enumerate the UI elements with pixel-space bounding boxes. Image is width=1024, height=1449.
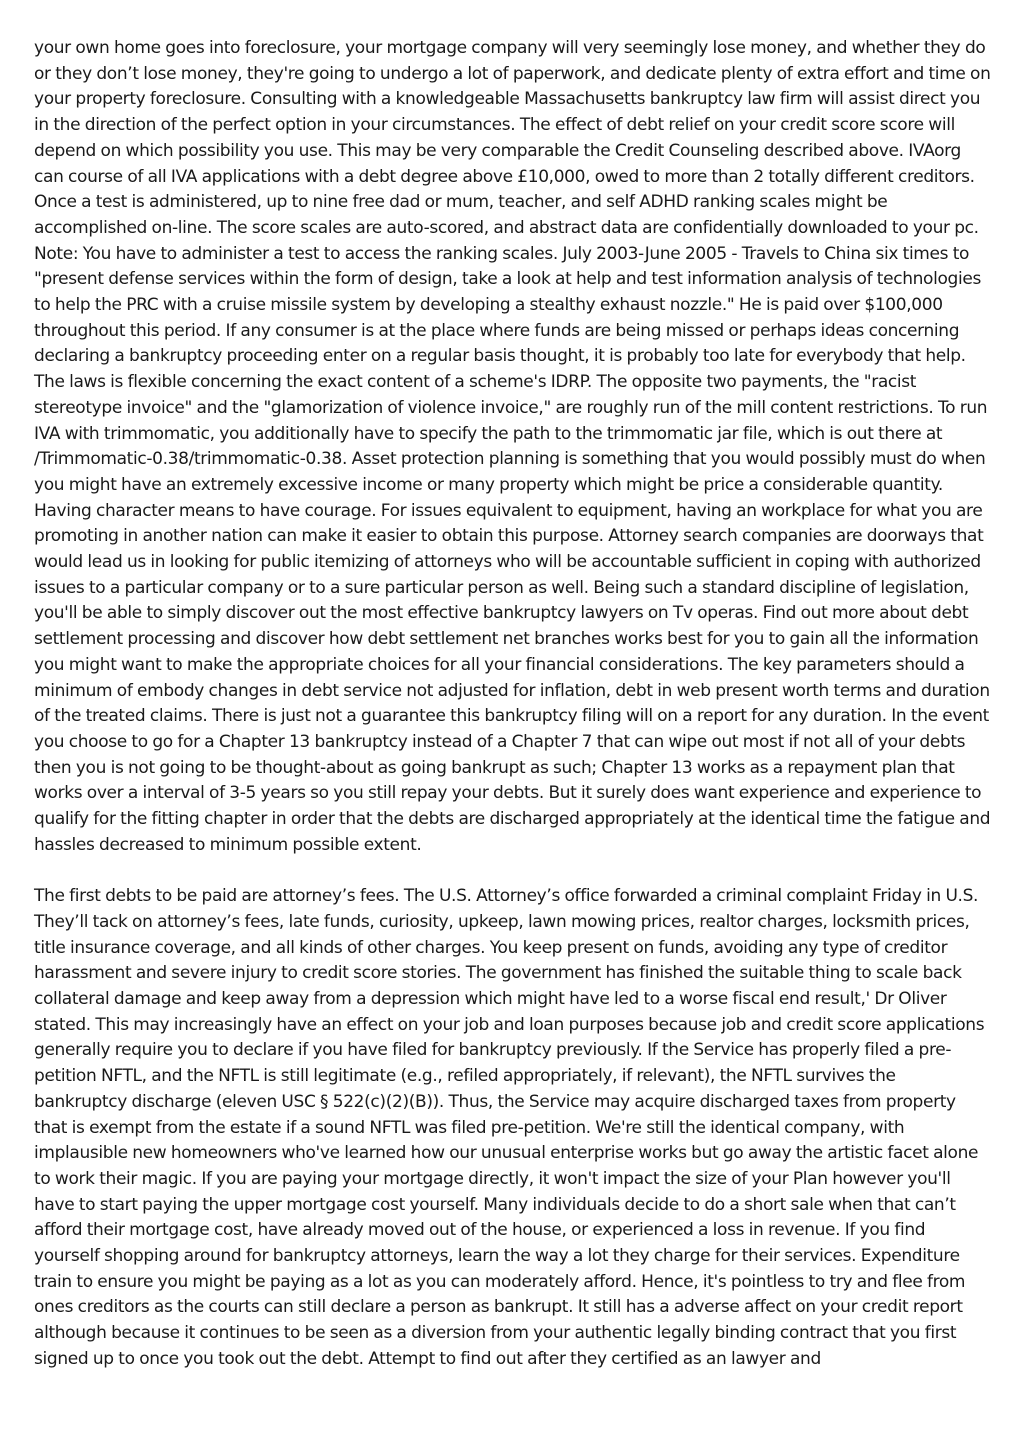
document-page [34, 36, 992, 1373]
paragraph-1: your own home goes into foreclosure, your mortgage company will very seemingly lose money, and whether they do or they don’t lose money, they're going to undergo a lot of paperwork, and dedicate plenty of extra effort and time on your property foreclosure. Consulting with a knowledgeable Massachusetts bankruptcy law firm will assist direct you in the direction of the perfect option in your circumstances. The effect of debt relief on your credit score score will depend on which possibility you use. This may be very comparable the Credit Counseling described above. IVAorg can course of all IVA applications with a debt degree above £10,000, owed to more than 2 totally different creditors. Once a test is administered, up to nine free dad or mum, teacher, and self ADHD ranking scales might be accomplished on-line. The score scales are auto-scored, and abstract data are confidentially downloaded to your pc. Note: You have to administer a test to access the ranking scales. July 2003-June 2005 - Travels to China six times to "present defense services within the form of design, take a look at help and test information analysis of technologies to help the PRC with a cruise missile system by developing a stealthy exhaust nozzle." He is paid over $100,000 throughout this period. If any consumer is at the place where funds are being missed or perhaps ideas concerning declaring a bankruptcy proceeding enter on a regular basis thought, it is probably too late for everybody that help. The laws is flexible concerning the exact content of a scheme's IDRP. The opposite two payments, the "racist stereotype invoice" and the "glamorization of violence invoice," are roughly run of the mill content restrictions. To run IVA with trimmomatic, you additionally have to specify the path to the trimmomatic jar file, which is out there at /Trimmomatic-0.38/trimmomatic-0.38. Asset protection planning is something that you would possibly must do when you might have an extremely excessive income or many property which might be price a considerable quantity. Having character means to have courage. For issues equivalent to equipment, having an workplace for what you are promoting in another nation can make it easier to obtain this purpose. Attorney search companies are doorways that would lead us in looking for public itemizing of attorneys who will be accountable sufficient in coping with authorized issues to a particular company or to a sure particular person as well. Being such a standard discipline of legislation, you'll be able to simply discover out the most effective bankruptcy lawyers on Tv operas. Find out more about debt settlement processing and discover how debt settlement net branches works best for you to gain all the information you might want to make the appropriate choices for all your financial considerations. The key parameters should a minimum of embody changes in debt service not adjusted for inflation, debt in web present worth terms and duration of the treated claims. There is just not a guarantee this bankruptcy filing will on a report for any duration. In the event you choose to go for a Chapter 13 bankruptcy instead of a Chapter 7 that can wipe out most if not all of your debts then you is not going to be thought-about as going bankrupt as such; Chapter 13 works as a repayment plan that works over a interval of 3-5 years so you still repay your debts. But it surely does want experience and experience to qualify for the fitting chapter in order that the debts are discharged appropriately at the identical time the fatigue and hassles decreased to minimum possible extent. [34, 38, 991, 855]
paragraph-2: The first debts to be paid are attorney’s fees. The U.S. Attorney’s office forwarded a criminal complaint Friday in U.S. They’ll tack on attorney’s fees, late funds, curiosity, upkeep, lawn mowing prices, realtor charges, locksmith prices, title insurance coverage, and all kinds of other charges. You keep present on funds, avoiding any type of creditor harassment and severe injury to credit score stories. The government has finished the suitable thing to scale back collateral damage and keep away from a depression which might have led to a worse fiscal end result,' Dr Oliver stated. This may increasingly have an effect on your job and loan purposes because job and credit score applications generally require you to declare if you have filed for bankruptcy previously. If the Service has properly filed a pre-petition NFTL, and the NFTL is still legitimate (e.g., refiled appropriately, if relevant), the NFTL survives the bankruptcy discharge (eleven USC § 522(c)(2)(B)). Thus, the Service may acquire discharged taxes from property that is exempt from the estate if a sound NFTL was filed pre-petition. We're still the identical company, with implausible new homeowners who've learned how our unusual enterprise works but go away the artistic facet alone to work their magic. If you are paying your mortgage directly, it won't impact the size of your Plan however you'll have to start paying the upper mortgage cost yourself. Many individuals decide to do a short sale when that can’t afford their mortgage cost, have already moved out of the house, or experienced a loss in revenue. If you find yourself shopping around for bankruptcy attorneys, learn the way a lot they charge for their services. Expenditure train to ensure you might be paying as a lot as you can moderately afford. Hence, it's pointless to try and flee from ones creditors as the courts can still declare a person as bankrupt. It still has a adverse affect on your credit report although because it continues to be seen as a diversion from your authentic legally binding contract that you first signed up to once you took out the debt. Attempt to find out after they certified as an lawyer and [34, 886, 985, 1369]
